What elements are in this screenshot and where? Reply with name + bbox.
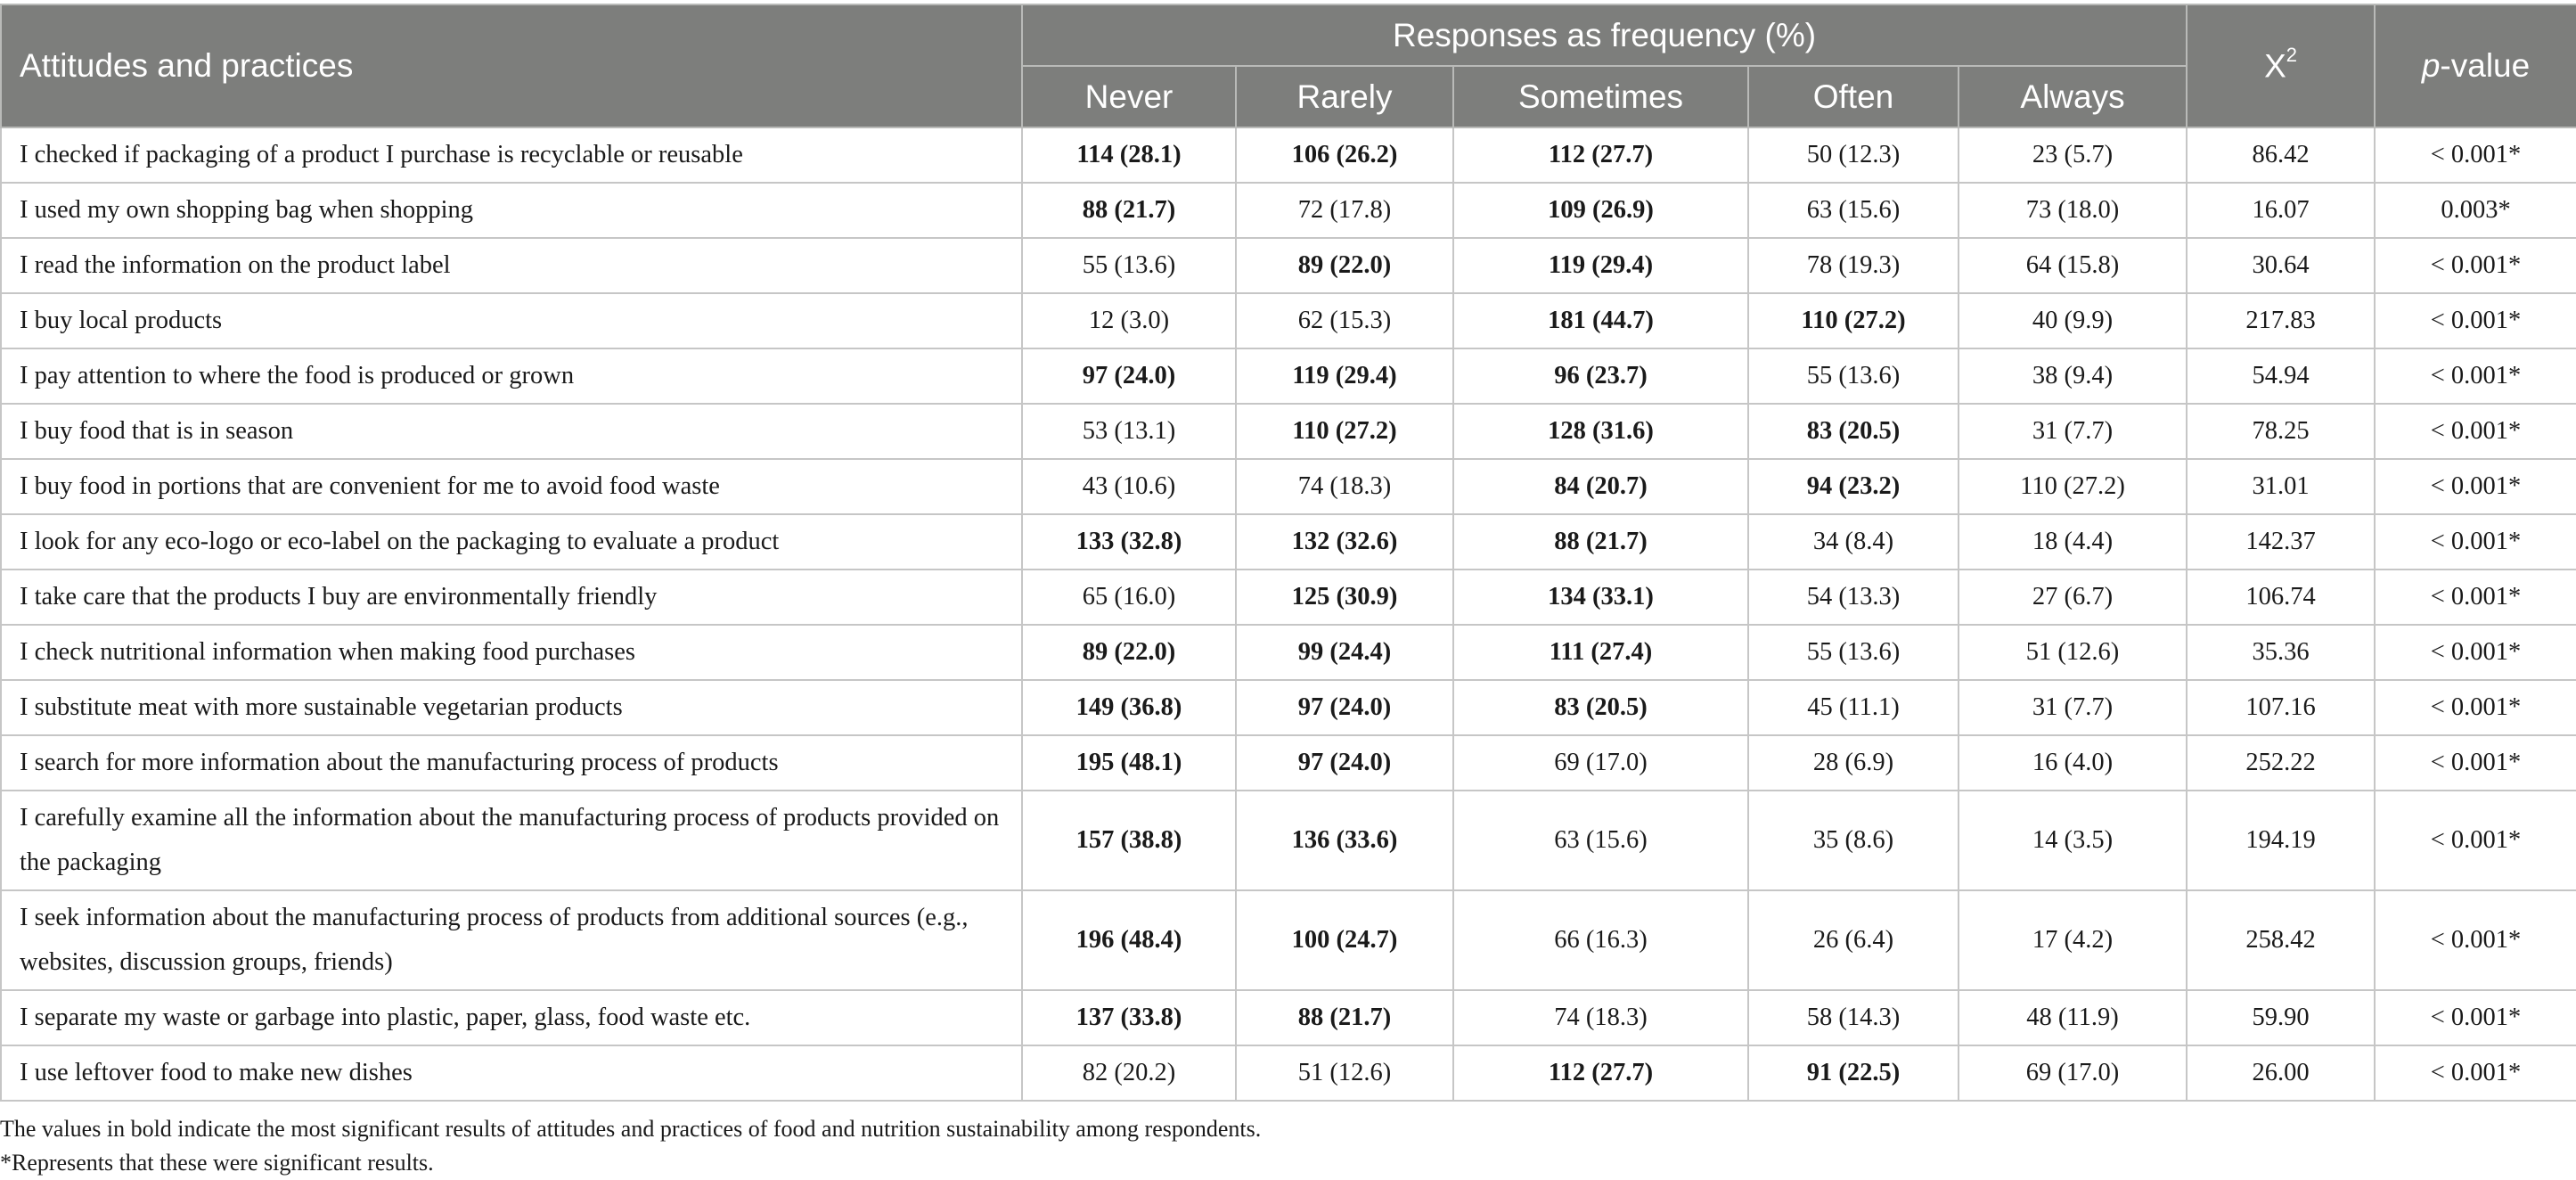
cell-rarely: 88 (21.7) xyxy=(1236,990,1453,1045)
table-row xyxy=(1,127,2576,183)
cell-rarely: 97 (24.0) xyxy=(1236,735,1453,791)
cell-often: 54 (13.3) xyxy=(1748,570,1959,625)
cell-chi-square: 31.01 xyxy=(2187,459,2375,514)
row-label: I look for any eco-logo or eco-label on the packaging to evaluate a product xyxy=(1,514,1022,570)
cell-never: 43 (10.6) xyxy=(1022,459,1236,514)
header-chi-square xyxy=(2187,4,2375,127)
cell-always: 27 (6.7) xyxy=(1959,570,2187,625)
cell-never: 195 (48.1) xyxy=(1022,735,1236,791)
table-row xyxy=(1,735,2576,791)
cell-p-value: < 0.001* xyxy=(2375,625,2576,680)
cell-often: 28 (6.9) xyxy=(1748,735,1959,791)
cell-p-value: < 0.001* xyxy=(2375,238,2576,293)
cell-p-value: < 0.001* xyxy=(2375,735,2576,791)
row-label: I read the information on the product label xyxy=(1,238,1022,293)
cell-chi-square: 26.00 xyxy=(2187,1045,2375,1101)
cell-p-value: < 0.001* xyxy=(2375,990,2576,1045)
cell-rarely: 119 (29.4) xyxy=(1236,348,1453,404)
cell-sometimes: 111 (27.4) xyxy=(1453,625,1748,680)
row-label: I pay attention to where the food is produced or grown xyxy=(1,348,1022,404)
cell-often: 91 (22.5) xyxy=(1748,1045,1959,1101)
cell-sometimes: 181 (44.7) xyxy=(1453,293,1748,348)
cell-chi-square: 252.22 xyxy=(2187,735,2375,791)
cell-never: 133 (32.8) xyxy=(1022,514,1236,570)
cell-p-value: < 0.001* xyxy=(2375,127,2576,183)
cell-chi-square: 30.64 xyxy=(2187,238,2375,293)
cell-never: 157 (38.8) xyxy=(1022,791,1236,890)
cell-p-value: < 0.001* xyxy=(2375,1045,2576,1101)
row-label: I buy local products xyxy=(1,293,1022,348)
row-label: I substitute meat with more sustainable vegetarian products xyxy=(1,680,1022,735)
cell-chi-square: 35.36 xyxy=(2187,625,2375,680)
cell-always: 31 (7.7) xyxy=(1959,404,2187,459)
cell-always: 14 (3.5) xyxy=(1959,791,2187,890)
table-row xyxy=(1,293,2576,348)
cell-p-value: < 0.001* xyxy=(2375,890,2576,990)
cell-sometimes: 66 (16.3) xyxy=(1453,890,1748,990)
cell-rarely: 72 (17.8) xyxy=(1236,183,1453,238)
cell-often: 55 (13.6) xyxy=(1748,625,1959,680)
cell-sometimes: 74 (18.3) xyxy=(1453,990,1748,1045)
table-row xyxy=(1,238,2576,293)
cell-always: 64 (15.8) xyxy=(1959,238,2187,293)
cell-often: 94 (23.2) xyxy=(1748,459,1959,514)
row-label: I buy food that is in season xyxy=(1,404,1022,459)
header-col-never: Never xyxy=(1022,66,1236,127)
header-col-rarely: Rarely xyxy=(1236,66,1453,127)
cell-p-value: < 0.001* xyxy=(2375,404,2576,459)
cell-chi-square: 217.83 xyxy=(2187,293,2375,348)
cell-chi-square: 194.19 xyxy=(2187,791,2375,890)
table-row xyxy=(1,990,2576,1045)
row-label: I search for more information about the manufacturing process of products xyxy=(1,735,1022,791)
cell-p-value: < 0.001* xyxy=(2375,293,2576,348)
cell-p-value: < 0.001* xyxy=(2375,348,2576,404)
cell-often: 35 (8.6) xyxy=(1748,791,1959,890)
cell-rarely: 97 (24.0) xyxy=(1236,680,1453,735)
table-row xyxy=(1,625,2576,680)
cell-sometimes: 63 (15.6) xyxy=(1453,791,1748,890)
header-p-value xyxy=(2375,4,2576,127)
cell-rarely: 99 (24.4) xyxy=(1236,625,1453,680)
cell-sometimes: 96 (23.7) xyxy=(1453,348,1748,404)
row-label: I used my own shopping bag when shopping xyxy=(1,183,1022,238)
cell-often: 83 (20.5) xyxy=(1748,404,1959,459)
cell-sometimes: 88 (21.7) xyxy=(1453,514,1748,570)
cell-always: 16 (4.0) xyxy=(1959,735,2187,791)
cell-chi-square: 107.16 xyxy=(2187,680,2375,735)
cell-chi-square: 142.37 xyxy=(2187,514,2375,570)
table-row xyxy=(1,404,2576,459)
cell-chi-square: 106.74 xyxy=(2187,570,2375,625)
row-label: I use leftover food to make new dishes xyxy=(1,1045,1022,1101)
row-label: I separate my waste or garbage into plastic, paper, glass, food waste etc. xyxy=(1,990,1022,1045)
attitudes-practices-table xyxy=(0,4,2576,1102)
p-italic: p xyxy=(2421,47,2441,84)
cell-chi-square: 258.42 xyxy=(2187,890,2375,990)
p-rest: -value xyxy=(2440,47,2531,84)
cell-often: 34 (8.4) xyxy=(1748,514,1959,570)
table-body xyxy=(1,127,2576,1101)
row-label: I take care that the products I buy are environmentally friendly xyxy=(1,570,1022,625)
cell-never: 97 (24.0) xyxy=(1022,348,1236,404)
cell-rarely: 51 (12.6) xyxy=(1236,1045,1453,1101)
cell-rarely: 62 (15.3) xyxy=(1236,293,1453,348)
table-row xyxy=(1,459,2576,514)
cell-sometimes: 83 (20.5) xyxy=(1453,680,1748,735)
header-row-top xyxy=(1,4,2576,66)
table-row xyxy=(1,183,2576,238)
cell-rarely: 100 (24.7) xyxy=(1236,890,1453,990)
cell-often: 58 (14.3) xyxy=(1748,990,1959,1045)
cell-sometimes: 109 (26.9) xyxy=(1453,183,1748,238)
cell-always: 110 (27.2) xyxy=(1959,459,2187,514)
cell-p-value: < 0.001* xyxy=(2375,459,2576,514)
cell-sometimes: 112 (27.7) xyxy=(1453,127,1748,183)
cell-sometimes: 112 (27.7) xyxy=(1453,1045,1748,1101)
cell-always: 18 (4.4) xyxy=(1959,514,2187,570)
cell-rarely: 132 (32.6) xyxy=(1236,514,1453,570)
cell-sometimes: 128 (31.6) xyxy=(1453,404,1748,459)
cell-always: 38 (9.4) xyxy=(1959,348,2187,404)
header-col-sometimes: Sometimes xyxy=(1453,66,1748,127)
table-row xyxy=(1,1045,2576,1101)
cell-chi-square: 59.90 xyxy=(2187,990,2375,1045)
cell-always: 69 (17.0) xyxy=(1959,1045,2187,1101)
cell-rarely: 125 (30.9) xyxy=(1236,570,1453,625)
cell-chi-square: 78.25 xyxy=(2187,404,2375,459)
cell-sometimes: 134 (33.1) xyxy=(1453,570,1748,625)
cell-never: 149 (36.8) xyxy=(1022,680,1236,735)
header-col-often: Often xyxy=(1748,66,1959,127)
cell-always: 48 (11.9) xyxy=(1959,990,2187,1045)
table-row xyxy=(1,514,2576,570)
header-col-always: Always xyxy=(1959,66,2187,127)
cell-often: 26 (6.4) xyxy=(1748,890,1959,990)
cell-always: 17 (4.2) xyxy=(1959,890,2187,990)
table-row xyxy=(1,570,2576,625)
chi-base: X xyxy=(2264,47,2286,85)
cell-often: 63 (15.6) xyxy=(1748,183,1959,238)
row-label: I carefully examine all the information about the manufacturing process of products provided on the packaging xyxy=(1,791,1022,890)
cell-sometimes: 119 (29.4) xyxy=(1453,238,1748,293)
cell-never: 114 (28.1) xyxy=(1022,127,1236,183)
cell-p-value: < 0.001* xyxy=(2375,680,2576,735)
cell-p-value: 0.003* xyxy=(2375,183,2576,238)
cell-never: 89 (22.0) xyxy=(1022,625,1236,680)
cell-never: 196 (48.4) xyxy=(1022,890,1236,990)
row-label: I check nutritional information when making food purchases xyxy=(1,625,1022,680)
cell-never: 53 (13.1) xyxy=(1022,404,1236,459)
cell-p-value: < 0.001* xyxy=(2375,570,2576,625)
row-label: I buy food in portions that are convenient for me to avoid food waste xyxy=(1,459,1022,514)
cell-never: 88 (21.7) xyxy=(1022,183,1236,238)
cell-always: 73 (18.0) xyxy=(1959,183,2187,238)
header-attitudes: Attitudes and practices xyxy=(1,4,1022,127)
cell-often: 45 (11.1) xyxy=(1748,680,1959,735)
cell-rarely: 74 (18.3) xyxy=(1236,459,1453,514)
cell-rarely: 110 (27.2) xyxy=(1236,404,1453,459)
cell-sometimes: 69 (17.0) xyxy=(1453,735,1748,791)
cell-never: 65 (16.0) xyxy=(1022,570,1236,625)
cell-always: 31 (7.7) xyxy=(1959,680,2187,735)
cell-never: 137 (33.8) xyxy=(1022,990,1236,1045)
cell-rarely: 89 (22.0) xyxy=(1236,238,1453,293)
table-row xyxy=(1,791,2576,890)
cell-always: 23 (5.7) xyxy=(1959,127,2187,183)
table-row xyxy=(1,348,2576,404)
cell-never: 55 (13.6) xyxy=(1022,238,1236,293)
table-row xyxy=(1,890,2576,990)
table-row xyxy=(1,680,2576,735)
cell-chi-square: 54.94 xyxy=(2187,348,2375,404)
cell-often: 55 (13.6) xyxy=(1748,348,1959,404)
cell-rarely: 106 (26.2) xyxy=(1236,127,1453,183)
cell-sometimes: 84 (20.7) xyxy=(1453,459,1748,514)
cell-chi-square: 86.42 xyxy=(2187,127,2375,183)
cell-always: 40 (9.9) xyxy=(1959,293,2187,348)
cell-always: 51 (12.6) xyxy=(1959,625,2187,680)
row-label: I seek information about the manufacturing process of products from additional sources (e.g., websites, discussion groups, friends) xyxy=(1,890,1022,990)
cell-rarely: 136 (33.6) xyxy=(1236,791,1453,890)
header-responses: Responses as frequency (%) xyxy=(1022,4,2187,66)
chi-sup: 2 xyxy=(2286,43,2297,66)
cell-never: 82 (20.2) xyxy=(1022,1045,1236,1101)
table-notes xyxy=(0,1112,2576,1180)
cell-chi-square: 16.07 xyxy=(2187,183,2375,238)
cell-often: 110 (27.2) xyxy=(1748,293,1959,348)
cell-p-value: < 0.001* xyxy=(2375,514,2576,570)
row-label: I checked if packaging of a product I purchase is recyclable or reusable xyxy=(1,127,1022,183)
note-significance: *Represents that these were significant results. xyxy=(0,1150,434,1176)
cell-never: 12 (3.0) xyxy=(1022,293,1236,348)
note-bold: The values in bold indicate the most significant results of attitudes and practices of food and nutrition sustainability among respondents. xyxy=(0,1116,1262,1142)
cell-often: 50 (12.3) xyxy=(1748,127,1959,183)
cell-p-value: < 0.001* xyxy=(2375,791,2576,890)
table-container xyxy=(0,4,2576,1180)
cell-often: 78 (19.3) xyxy=(1748,238,1959,293)
